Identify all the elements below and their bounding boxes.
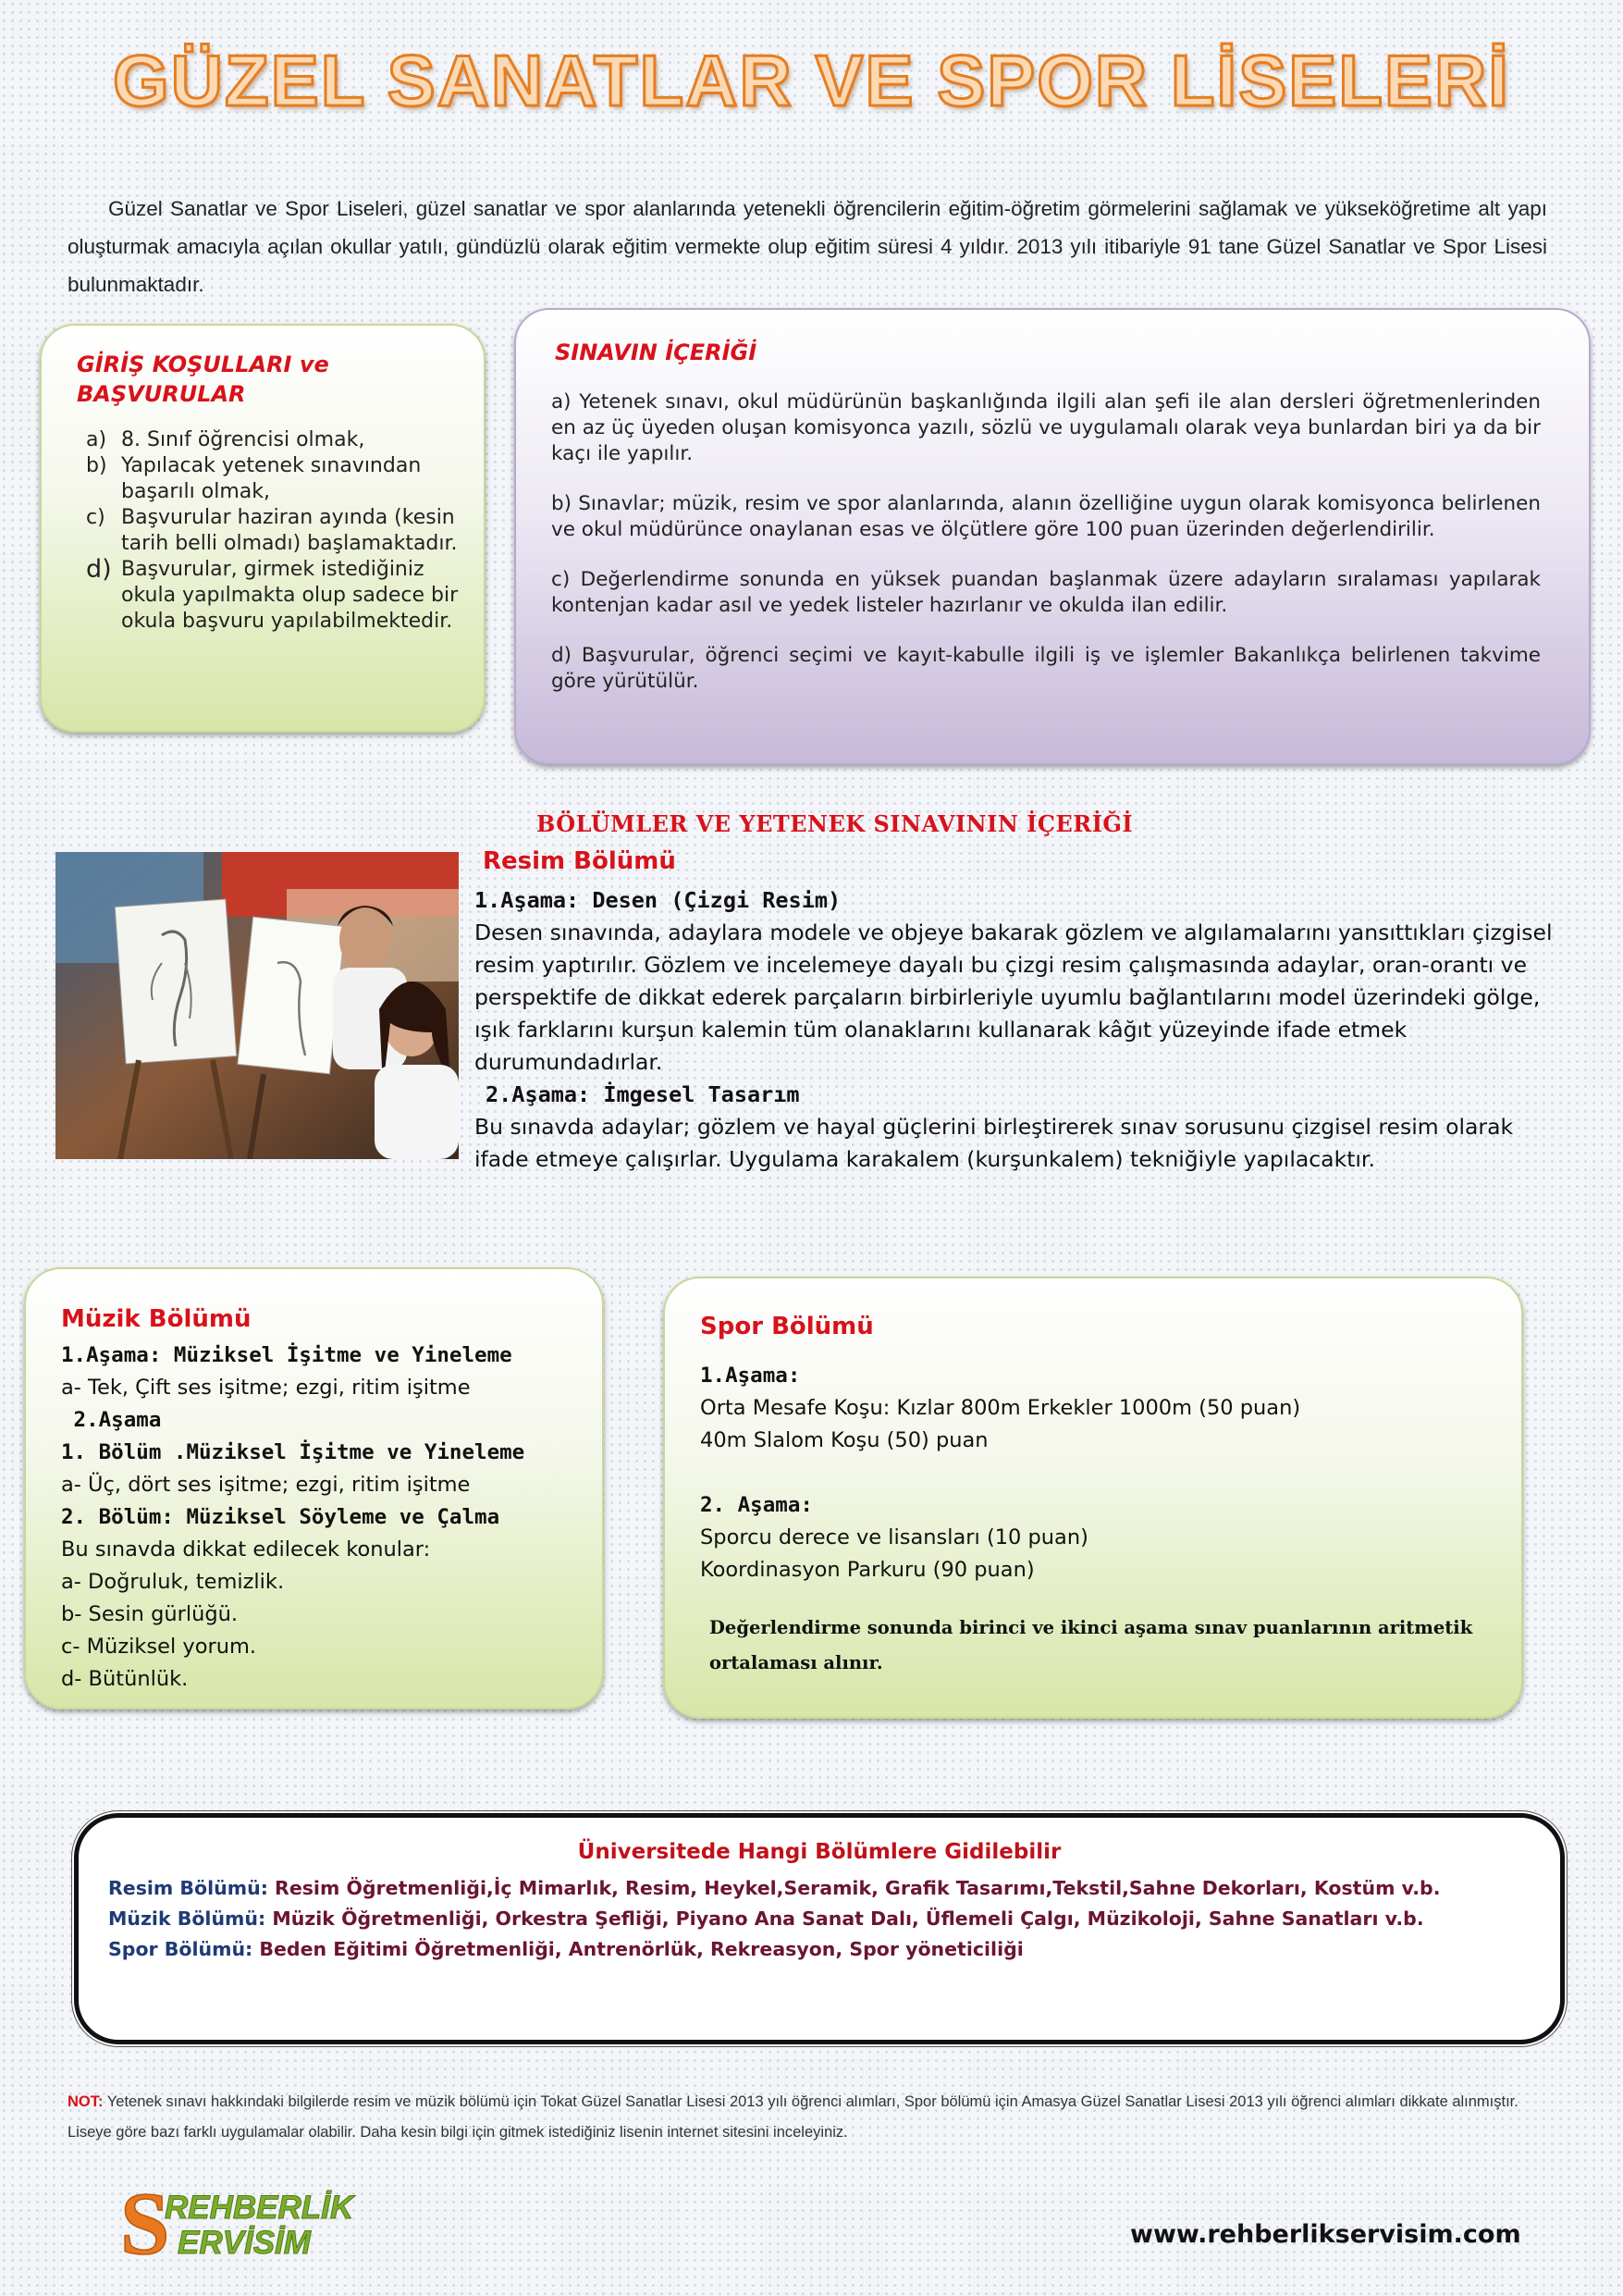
resim-line: Bu sınavda adaylar; gözlem ve hayal güçlerini birleştirerek sınav sorusunu çizgisel resim olarak (474, 1114, 1514, 1140)
footnote (68, 2087, 1547, 2148)
list-marker: b) (86, 454, 107, 477)
muzik-body (61, 1339, 588, 1696)
row-value: Resim Öğretmenliği,İç Mimarlık, Resim, Heykel,Seramik, Grafik Tasarımı,Tekstil,Sahne Dekorları, Kostüm v.b. (267, 1877, 1441, 1899)
spor-line: 40m Slalom Koşu (50) puan (700, 1428, 989, 1452)
spor-body (700, 1360, 1495, 1681)
logo-line2: ERVİSİM (178, 2225, 311, 2261)
universite-row (108, 1934, 1441, 1965)
spor-stage2: 2. Aşama: (700, 1493, 813, 1517)
muzik-line: 2. Bölüm: Müziksel Söyleme ve Çalma (61, 1505, 500, 1529)
row-value: Müzik Öğretmenliği, Orkestra Şefliği, Piyano Ana Sanat Dalı, Üflemeli Çalgı, Müzikoloji, Sahne Sanatları v.b. (265, 1907, 1424, 1930)
list-text: Yapılacak yetenek sınavından başarılı olmak, (121, 454, 422, 503)
photo-illustration (55, 852, 459, 1159)
logo-graphic (120, 2183, 425, 2263)
rehberlik-logo (120, 2183, 425, 2263)
intro-paragraph: Güzel Sanatlar ve Spor Liseleri, güzel sanatlar ve spor alanlarında yetenekli öğrencilerin eğitim-öğretim görmelerini sağlamak ve yükseköğretime alt yapı oluşturmak amacıyla açılan okullar yatılı, gündüzlü olarak eğitim vermekte olup eğitim süresi 4 yıldır. 2013 yılı itibariyle 91 tane Güzel Sanatlar ve Spor Lisesi bulunmaktadır. (68, 197, 1547, 296)
list-marker: d) (86, 555, 112, 584)
resim-stage2-title: 2.Aşama: İmgesel Tasarım (486, 1081, 800, 1107)
list-item (86, 505, 474, 557)
universite-row (108, 1873, 1441, 1904)
universite-title: Üniversitede Hangi Bölümlere Gidilebilir (577, 1840, 1062, 1864)
list-marker: a) (86, 428, 107, 451)
resim-body (474, 884, 1553, 1176)
muzik-line: Bu sınavda dikkat edilecek konular: (61, 1537, 431, 1562)
students-drawing-photo (55, 852, 459, 1159)
logo-s-letter: S (120, 2183, 170, 2263)
footnote-text: Yetenek sınavı hakkındaki bilgilerde resim ve müzik bölümü için Tokat Güzel Sanatlar Lisesi 2013 yılı öğrenci alımları, Spor bölümü için Amasya Güzel Sanatlar Lisesi 2013 yılı öğrenci alımları dikkate alınmıştır. Liseye göre bazı farklı uygulamalar olabilir. Daha kesin bilgi için gitmek istediğiniz lisenin internet sitesini inceleyiniz. (68, 2093, 1518, 2141)
spor-note: Değerlendirme sonunda birinci ve ikinci aşama sınav puanlarının aritmetik ortalaması alınır. (709, 1617, 1473, 1673)
muzik-title: Müzik Bölümü (61, 1305, 252, 1333)
spor-panel (663, 1277, 1523, 1719)
sinav-title: SINAVIN İÇERİĞİ (555, 339, 757, 365)
giris-panel (40, 324, 486, 733)
spor-line: Koordinasyon Parkuru (90 puan) (700, 1558, 1035, 1582)
muzik-line: a- Tek, Çift ses işitme; ezgi, ritim işitme (61, 1376, 471, 1400)
list-marker: c) (86, 506, 105, 529)
sinav-paragraph: b) Sınavlar; müzik, resim ve spor alanlarında, alanın özelliğine uygun olarak komisyonca belirlenen ve okul müdürünce onaylanan esas ve ölçütlere göre 100 puan üzerinden değerlendirilir. (551, 492, 1541, 541)
sinav-paragraph: c) Değerlendirme sonunda en yüksek puandan başlanmak üzere adayların sıralaması yapılarak kontenjan kadar asıl ve yedek listeler hazırlanır ve okulda ilan edilir. (551, 568, 1541, 617)
list-text: 8. Sınıf öğrencisi olmak, (121, 428, 365, 451)
universite-box (74, 1813, 1565, 2044)
universite-rows (108, 1873, 1441, 1965)
muzik-line: 1. Bölüm .Müziksel İşitme ve Yineleme (61, 1440, 525, 1464)
resim-line: Desen sınavında, adaylara modele ve objeye bakarak gözlem ve algılamalarını yansıttıkları çizgisel (474, 920, 1553, 945)
resim-line: resim yaptırılır. Gözlem ve incelemeye dayalı bu çizgi resim çalışmasında adaylar, oran-orantı ve (474, 952, 1528, 978)
row-value: Beden Eğitimi Öğretmenliği, Antrenörlük, Rekreasyon, Spor yöneticiliği (252, 1938, 1024, 1960)
muzik-line: 1.Aşama: Müziksel İşitme ve Yineleme (61, 1343, 512, 1367)
list-text: Başvurular, girmek istediğiniz okula yapılmakta olup sadece bir okula başvuru yapılabilmektedir. (121, 558, 459, 633)
spor-line: Sporcu derece ve lisansları (10 puan) (700, 1525, 1088, 1549)
spor-line: Orta Mesafe Koşu: Kızlar 800m Erkekler 1000m (50 puan) (700, 1396, 1301, 1420)
footnote-label: NOT: (68, 2093, 104, 2110)
muzik-line: a- Doğruluk, temizlik. (61, 1570, 285, 1594)
page-title: GÜZEL SANATLAR VE SPOR LİSELERİ (113, 40, 1510, 121)
spor-stage1: 1.Aşama: (700, 1364, 801, 1388)
list-item (86, 557, 474, 635)
resim-line: ifade etmeye çalışırlar. Uygulama karakalem (kurşunkalem) tekniğiyle yapılacaktır. (474, 1146, 1375, 1172)
spor-title: Spor Bölümü (700, 1313, 874, 1340)
list-text: Başvurular haziran ayında (kesin tarih belli olmadı) başlamaktadır. (121, 506, 458, 555)
resim-line: ışık farklarını kurşun kalemin tüm olanaklarını kullanarak kâğıt yüzeyinde ifade etmek (474, 1017, 1408, 1043)
list-item (86, 427, 474, 453)
sinav-paragraph: d) Başvurular, öğrenci seçimi ve kayıt-kabulle ilgili iş ve işlemler Bakanlıkça belirlenen takvime göre yürütülür. (551, 644, 1541, 693)
row-key: Müzik Bölümü: (108, 1907, 266, 1930)
sinav-paragraph: a) Yetenek sınavı, okul müdürünün başkanlığında ilgili alan şefi ile alan dersleri öğretmenlerinden en az üç üyeden oluşan komisyonca yazılı, sözlü ve uygulamalı olarak veya bunlardan biri ya da bir kaçı ile yapılır. (551, 390, 1541, 465)
row-key: Resim Bölümü: (108, 1877, 268, 1899)
sinav-body (551, 389, 1541, 719)
giris-list (86, 427, 474, 635)
muzik-line: a- Üç, dört ses işitme; ezgi, ritim işitme (61, 1473, 471, 1497)
resim-title: Resim Bölümü (483, 847, 676, 875)
sinav-panel (514, 308, 1591, 765)
bolumler-heading: BÖLÜMLER VE YETENEK SINAVININ İÇERİĞİ (536, 810, 1134, 837)
resim-line: durumundadırlar. (474, 1049, 663, 1075)
giris-title: GİRİŞ KOŞULLARI ve BAŞVURULAR (77, 352, 329, 407)
logo-line1: REHBERLİK (165, 2190, 354, 2226)
website-url: www.rehberlikservisim.com (1130, 2220, 1521, 2249)
muzik-line: d- Bütünlük. (61, 1667, 189, 1691)
list-item (86, 453, 474, 505)
muzik-line: 2.Aşama (61, 1408, 162, 1432)
muzik-line: b- Sesin gürlüğü. (61, 1602, 239, 1626)
row-key: Spor Bölümü: (108, 1938, 253, 1960)
muzik-panel (24, 1267, 604, 1710)
universite-row (108, 1904, 1441, 1934)
muzik-line: c- Müziksel yorum. (61, 1635, 257, 1659)
resim-line: perspektife de dikkat ederek parçaların birbirleriyle uyumlu bağlantılarını model üzerindeki gölge, (474, 984, 1541, 1010)
resim-stage1-title: 1.Aşama: Desen (Çizgi Resim) (474, 887, 842, 913)
